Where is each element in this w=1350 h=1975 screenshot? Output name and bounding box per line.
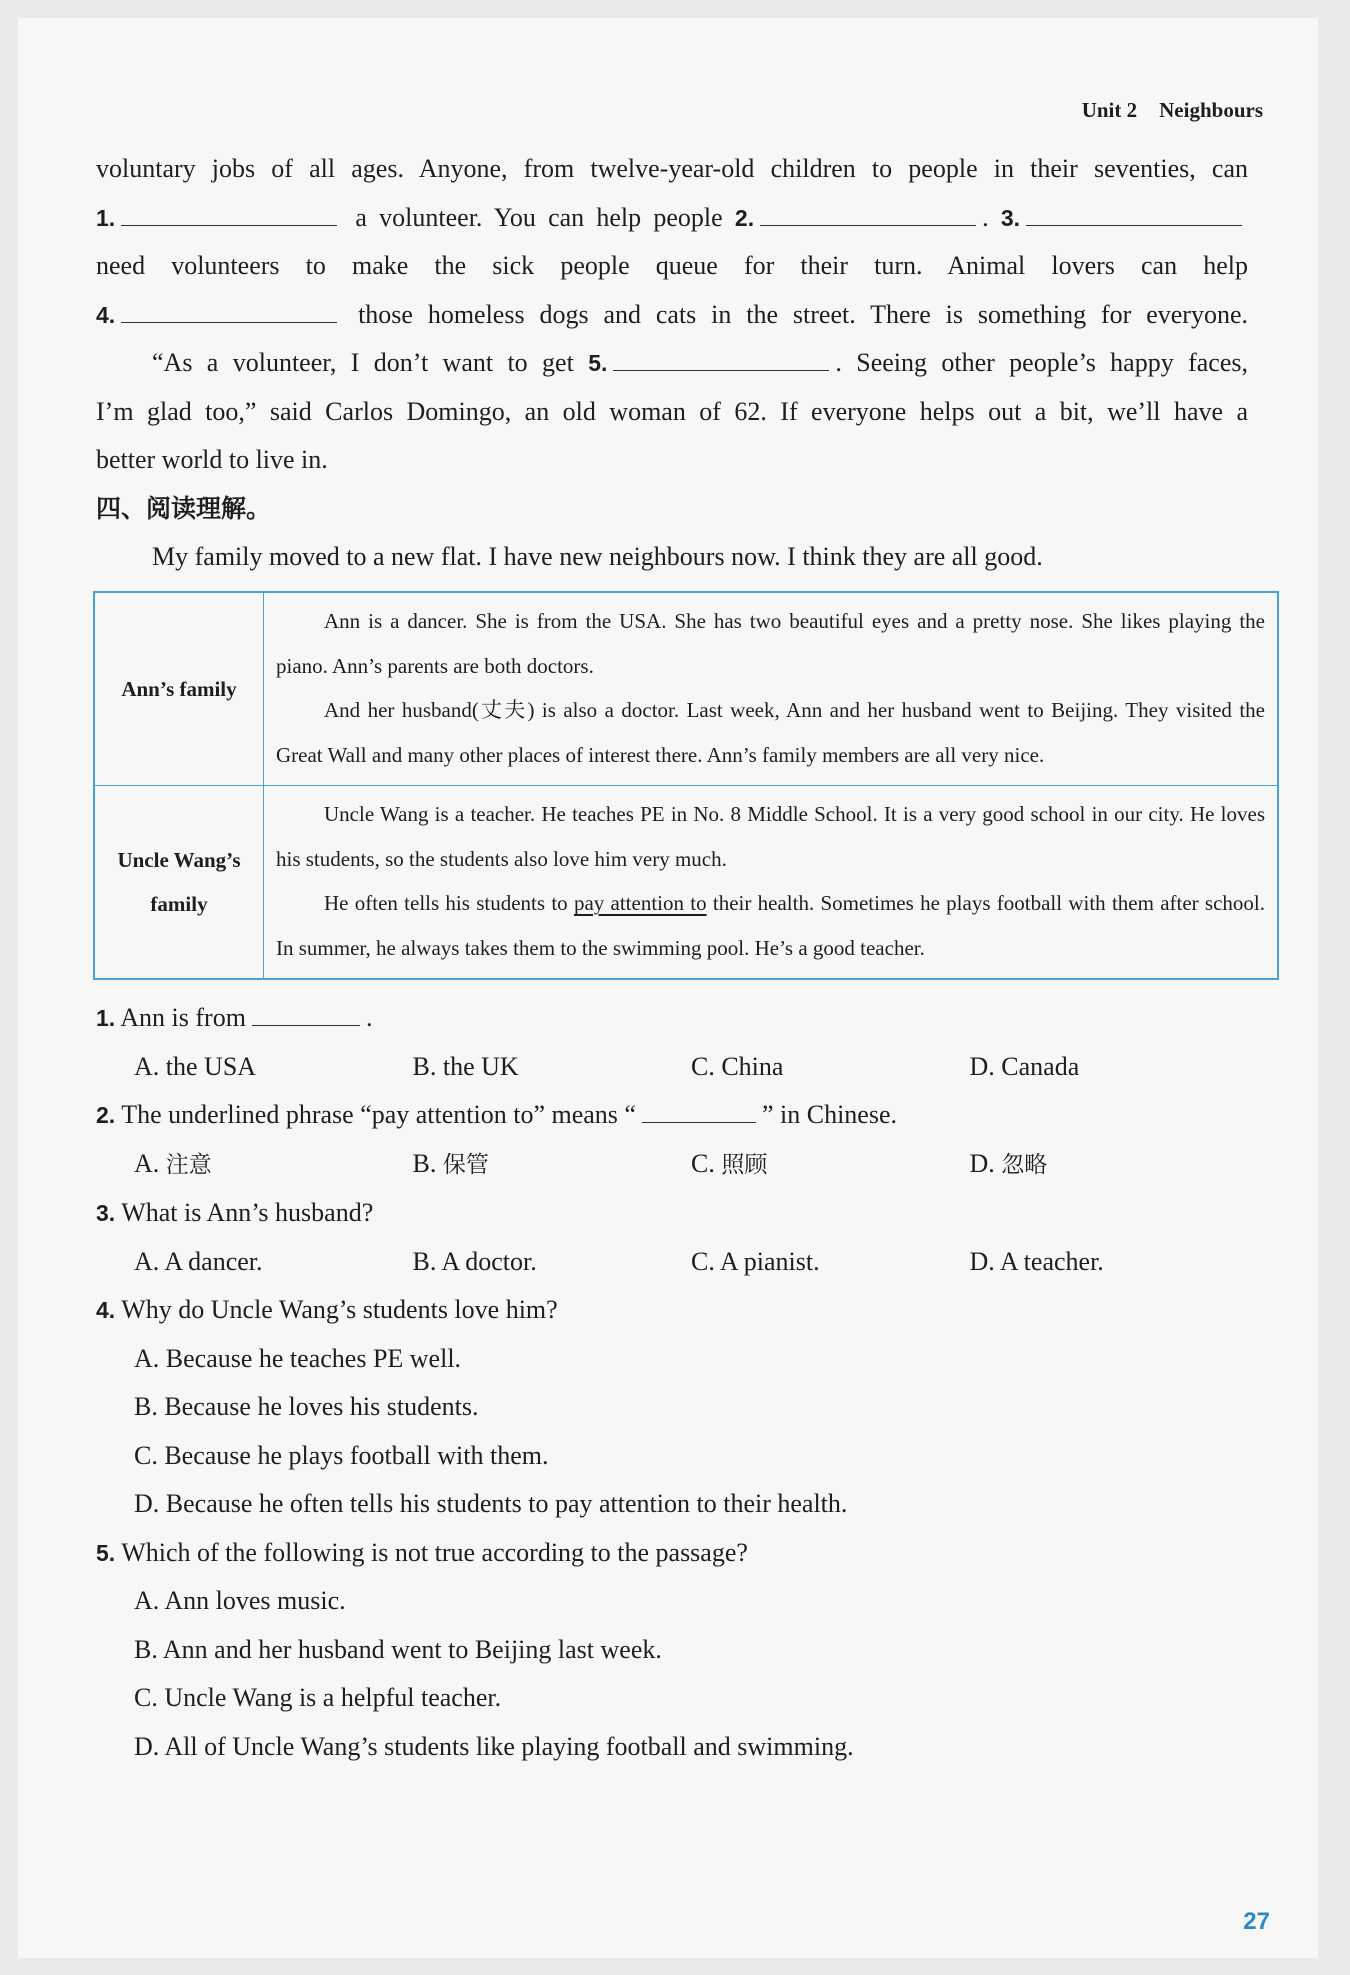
blank-2[interactable] [760,224,976,226]
option-c[interactable]: C. A pianist. [691,1246,820,1276]
option-d[interactable]: D. All of Uncle Wang’s students like playing football and swimming. [134,1731,854,1761]
passage-line: I’m glad too,” said Carlos Domingo, an old woman of 62. If everyone helps out a bit, we’ll have a [96,396,1248,426]
option-c[interactable]: C. Because he plays football with them. [134,1440,549,1470]
question: 3. What is Ann’s husband? [96,1198,374,1227]
option-b[interactable]: B. 保管 [412,1148,489,1178]
options [96,1238,1248,1287]
question: 4. Why do Uncle Wang’s students love him? [96,1295,558,1324]
option-b[interactable]: B. A doctor. [412,1246,537,1276]
unit-label: Unit 2 [1081,98,1138,122]
worksheet-page [18,18,1318,1958]
blank-3[interactable] [1026,224,1242,226]
answer-blank[interactable] [642,1121,756,1123]
underlined-phrase: pay attention to [573,891,707,915]
cloze-passage [96,145,1248,485]
row-text: Ann is a dancer. She is from the USA. She has two beautiful eyes and a pretty nose. She likes playing the piano. Ann’s parents are both doctors. And her husband(丈夫) is also a doctor. Last week, Ann and her husband went to Beijing. They visited the Great Wall and many other places of interest there. Ann’s family members are all very nice. [264,592,1279,786]
table-row [94,786,1278,980]
section-title: 四、阅读理解。 [96,493,272,523]
option-c[interactable]: C. 照顾 [691,1148,768,1178]
passage-line: “As a volunteer, I don’t want to get 5. . Seeing other people’s happy faces, [152,348,1248,377]
option-a[interactable]: A. Ann loves music. [134,1586,346,1615]
option-b[interactable]: B. the UK [412,1051,519,1081]
question: 5. Which of the following is not true according to the passage? [96,1537,748,1567]
option-a[interactable]: A. A dancer. [134,1246,263,1276]
option-a[interactable]: A. Because he teaches PE well. [134,1343,462,1373]
question: 2. The underlined phrase “pay attention to” means “ ” in Chinese. [96,1100,897,1129]
row-header: Ann’s family [94,592,264,786]
passage-line: voluntary jobs of all ages. Anyone, from twelve-year-old children to people in their seventies, can [96,154,1248,183]
answer-blank[interactable] [252,1024,360,1026]
option-d[interactable]: D. A teacher. [969,1246,1104,1276]
passage-line: need volunteers to make the sick people queue for their turn. Animal lovers can help [96,251,1248,280]
option-a[interactable]: A. the USA [134,1051,257,1081]
unit-title: Neighbours [1159,98,1263,122]
row-header: Uncle Wang’s family [94,786,264,980]
questions [96,994,1248,1771]
question: 1. Ann is from . [96,1003,373,1032]
neighbours-table [93,591,1279,980]
option-a[interactable]: A. 注意 [134,1148,212,1178]
option-b[interactable]: B. Ann and her husband went to Beijing last week. [134,1634,662,1664]
content [96,145,1266,1771]
passage-line: 1. a volunteer. You can help people 2. . 3. [96,194,1248,243]
blank-4[interactable] [121,321,337,323]
option-d[interactable]: D. Because he often tells his students to pay attention to their health. [134,1489,848,1518]
passage-line: 4. those homeless dogs and cats in the street. There is something for everyone. [96,299,1248,329]
passage-line: better world to live in. [96,445,328,474]
option-d[interactable]: D. Canada [969,1051,1080,1081]
option-c[interactable]: C. Uncle Wang is a helpful teacher. [134,1683,502,1712]
blank-1[interactable] [121,224,337,226]
blank-5[interactable] [613,369,829,371]
reading-intro: My family moved to a new flat. I have new neighbours now. I think they are all good. [152,541,1043,571]
option-d[interactable]: D. 忽略 [969,1148,1048,1178]
options [96,1140,1248,1190]
options [96,1043,1248,1092]
option-c[interactable]: C. China [691,1051,784,1081]
page-number: 27 [1243,1908,1270,1935]
table-row [94,592,1278,786]
page-header [1082,98,1263,123]
row-text: Uncle Wang is a teacher. He teaches PE in No. 8 Middle School. It is a very good school in our city. He loves his students, so the students also love him very much. He often tells his students to pay attention to their health. Sometimes he plays football with them after school. In summer, he always takes them to the swimming pool. He’s a good teacher. [264,786,1279,980]
option-b[interactable]: B. Because he loves his students. [134,1392,479,1421]
